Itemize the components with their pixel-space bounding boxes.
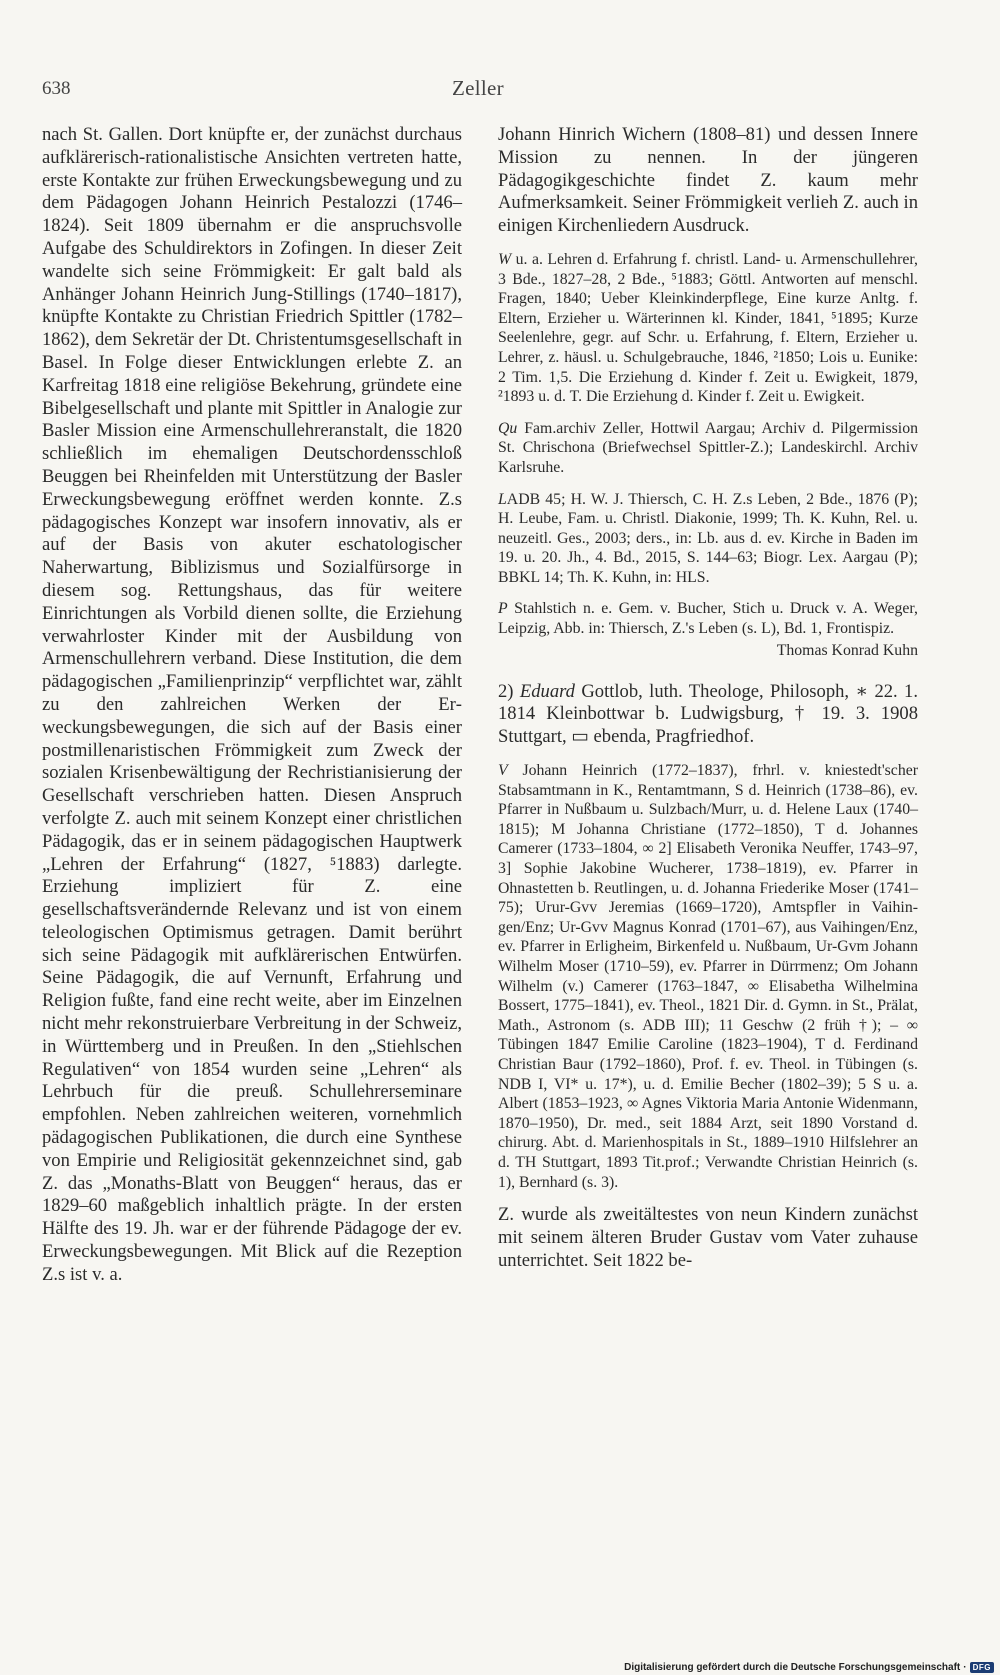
works-text: u. a. Lehren d. Erfahrung f. christl. Land- u. Armenschullehrer, 3 Bde., 1827–28, 2 Bde., ⁵1883; Göttl. Antworten auf menschl. Fragen, 1840; Ueber Kleinkinderpflege, Eine kurze Anltg. f. Eltern, Erzieher u. Wärterinnen kl. Kinder, 1841, ⁵1895; Kurze Seelenlehre, gegr. auf Schr. u. Erfahrung, f. Eltern, Erzieher u. Lehrer, z. häusl. u. Schulgebrauche, 1846, ²1850; Lois u. Eunike: 2 Tim. 1,5. Die Erziehung d. Kinder f. Zeit u. Ewigkeit, 1879, ²1893 u. d. T. Die Erziehung d. Kinder f. Zeit u. Ewigkeit. — [498, 250, 918, 406]
literature-section — [498, 490, 918, 588]
genealogy-text: Johann Heinrich (1772–1837), frhrl. v. kniestedt'scher Stabsamtmann in K., Rentamtmann, S d. Heinrich (1738–86), ev. Pfarrer in Nußbaum u. Sulzbach/Murr, u. d. Helene Laux (1740–1815); M Johanna Christiane (1772–1850), T d. Johannes Camerer (1733–1804, ∞ 2] Elisabeth Veronika Neuffer, 1743–97, 3] Sophie Jakobine Wucherer, 1738–1819), ev. Pfarrer in Ohnastetten b. Reutlingen, u. d. Johanna Friederike Moser (1741–75); Urur-Gvv Jeremias (1669–1720), Amtspfler in Vaihingen/Enz; Ur-Gvv Magnus Konrad (1701–67), aus Vaihingen/Enz, ev. Pfarrer in Erligheim, Birkenfeld u. Nußbaum, Ur-Gvm Johann Wilhelm Moser (1710–59), ev. Pfarrer in Dürrmenz; Om Johann Wilhelm (v.) Camerer (1763–1847, ∞ Elisabetha Wilhelmina Bossert, 1775–1841), ev. Theol., 1821 Dir. d. Gymn. in St., Prälat, Math., Astronom (s. ADB III); 11 Geschw (2 früh †); – ∞ Tübingen 1847 Emilie Caroline (1823–1904), T d. Ferdinand Christian Baur (1792–1860), Prof. f. ev. Theol. in Tübingen (s. NDB I, VI* u. 17*), u. d. Emilie Becher (1802–39); 5 S u. a. Albert (1853–1923, ∞ Agnes Viktoria Maria Antonie Widenmann, 1870–1950), Dr. med., seit 1884 Arzt, seit 1890 Vorstand d. chirurg. Abt. d. Marienhospitals in St., 1889–1910 Hilfslehrer an d. TH Stuttgart, 1893 Tit.prof.; Verwandte Christian Heinrich (s. 1), Bernhard (s. 3). — [498, 762, 918, 1191]
works-section — [498, 250, 918, 407]
dfg-logo: DFG — [970, 1662, 994, 1673]
sources-text: Fam.archiv Zeller, Hottwil Aargau; Archiv d. Pilgermission St. Chrischona (Briefwechsel Spittler-Z.); Landeskirchl. Archiv Karlsruhe. — [498, 419, 918, 476]
body-continuation: Johann Hinrich Wichern (1808–81) und dessen Innere Mission zu nennen. In der jüngeren Pädagogikgeschichte findet Z. kaum mehr Aufmerksamkeit. Seiner Frömmigkeit verlieh Z. auch in einigen Kirchenliedern Ausdruck. — [498, 124, 918, 237]
right-column — [498, 124, 918, 1273]
portraits-label: P — [498, 600, 508, 618]
genealogy-section — [498, 761, 918, 1192]
article-author: Thomas Konrad Kuhn — [776, 641, 918, 659]
entry-number: 2) — [498, 680, 520, 702]
portraits-section — [498, 599, 918, 638]
literature-text: ADB 45; H. W. J. Thiersch, C. H. Z.s Leben, 2 Bde., 1876 (P); H. Leube, Fam. u. Christl. Diakonie, 1999; Th. K. Kuhn, Rel. u. neuzeitl. Ges., 2003; ders., in: Lb. aus d. ev. Kirche in Baden im 19. u. 20. Jh., 4. Bd., 2015, S. 144–63; Biogr. Lex. Aargau (P); BBKL 14; Th. K. Kuhn, in: HLS. — [498, 490, 918, 586]
left-column — [42, 124, 462, 1287]
running-head: Zeller — [452, 76, 504, 100]
entry-name: Eduard — [519, 680, 575, 702]
sources-label: Qu — [498, 419, 518, 437]
entry-heading — [498, 681, 918, 749]
literature-label: L — [498, 490, 507, 508]
entry-text: Gottlob, luth. Theologe, Philosoph, ∗ 22. 1. 1814 Kleinbottwar b. Ludwigsburg, † 19. 3. 1908 Stuttgart, ▭ ebenda, Pragfriedhof. — [498, 680, 919, 748]
digitization-credit: Digitalisierung gefördert durch die Deutsche Forschungsgemeinschaft — [624, 1662, 961, 1673]
genealogy-label: V — [498, 762, 508, 780]
sources-section — [498, 419, 918, 478]
digitization-footer: Digitalisierung gefördert durch die Deutsche Forschungsgemeinschaft · DFG — [624, 1662, 994, 1673]
page-number: 638 — [42, 78, 71, 99]
portraits-text: Stahlstich n. e. Gem. v. Bucher, Stich u. Druck v. A. Weger, Leipzig, Abb. in: Thiersch, Z.'s Leben (s. L), Bd. 1, Frontispiz. — [498, 600, 918, 638]
closing-paragraph: Z. wurde als zweitältestes von neun Kindern zunächst mit seinem älteren Bruder Gustav vom Vater zuhause unterrichtet. Seit 1822 be- — [498, 1204, 918, 1271]
works-label: W — [498, 250, 512, 268]
body-paragraph: nach St. Gallen. Dort knüpfte er, der zunächst durchaus aufklärerisch-rationalistische Ansichten vertreten hatte, erste Kontakte zur frühen Erweckungsbewegung und zu dem Pädagogen Johann Heinrich Pestalozzi (1746–1824). Seit 1809 übernahm er die anspruchsvolle Aufgabe des Schuldirektors in Zofingen. In dieser Zeit wandelte sich seine Frömmigkeit: Er galt bald als Anhänger Johann Heinrich Jung-Stillings (1740–1817), knüpfte Kontakte zu Christian Friedrich Spittler (1782–1862), dem Sekretär der Dt. Christentumsgesellschaft in Basel. In Folge dieser Entwicklungen erlebte Z. an Karfreitag 1818 eine religiöse Bekehrung, gründete eine Bibelgesellschaft und plante mit Spittler in Analogie zur Basler Mission eine Armenschullehreranstalt, die 1820 schließlich im ehemaligen Deutschordensschloß Beuggen bei Rheinfelden mit Unterstützung der Basler Erweckungsbewegung eröffnet werden konnte. Z.s pädagogisches Konzept war insofern innovativ, als er auf der Basis von akuter eschatologischer Naherwartung, Biblizismus und Sozialfürsorge in diesem sog. Rettungshaus, das für weitere Einrichtungen als Vorbild dienen sollte, die Erziehung verwahrloster Kinder mit der Ausbildung von Armenschullehrern verband. Diese Institution, die dem pädagogischen „Familienprinzip“ verpflichtet war, zählt zu den zahlreichen Werken der Erweckungsbewegungen, die sich auf der Basis einer postmillenaristischen Frömmigkeit zum Zweck der sozialen Krisenbewältigung der Rechristianisierung der Gesellschaft verschrieben hatten. Diesen Anspruch verfolgte Z. auch mit seinem Konzept einer christlichen Pädagogik, das er in seinem pädagogischen Hauptwerk „Lehren der Erfahrung“ (1827, ⁵1883) darlegte. Erziehung impliziert für Z. eine gesellschaftsverändernde Relevanz und ist von einem teleologischen Optimismus getragen. Damit berührt sich seine Pädagogik mit aufklärerischen Entwürfen. Seine Pädagogik, die auf Vernunft, Erfahrung und Religion fußte, fand eine recht weite, aber im Einzelnen nicht mehr rekonstruierbare Verbreitung in der Schweiz, in Württemberg und in Preußen. In den „Stiehlschen Regulativen“ von 1854 wurden seine „Lehren“ als Lehrbuch für die preuß. Schullehrerseminare empfohlen. Neben zahlreichen weiteren, vornehmlich pädagogischen Publikationen, die durch eine Synthese von Empirie und Religiosität gekennzeichnet sind, gab Z. das „Monaths-Blatt von Beuggen“ heraus, das er 1829–60 maßgeblich inhaltlich prägte. In der ersten Hälfte des 19. Jh. war er der führende Pädagoge der ev. Erweckungsbewegungen. Mit Blick auf die Rezeption Z.s ist v. a. — [42, 124, 462, 1285]
